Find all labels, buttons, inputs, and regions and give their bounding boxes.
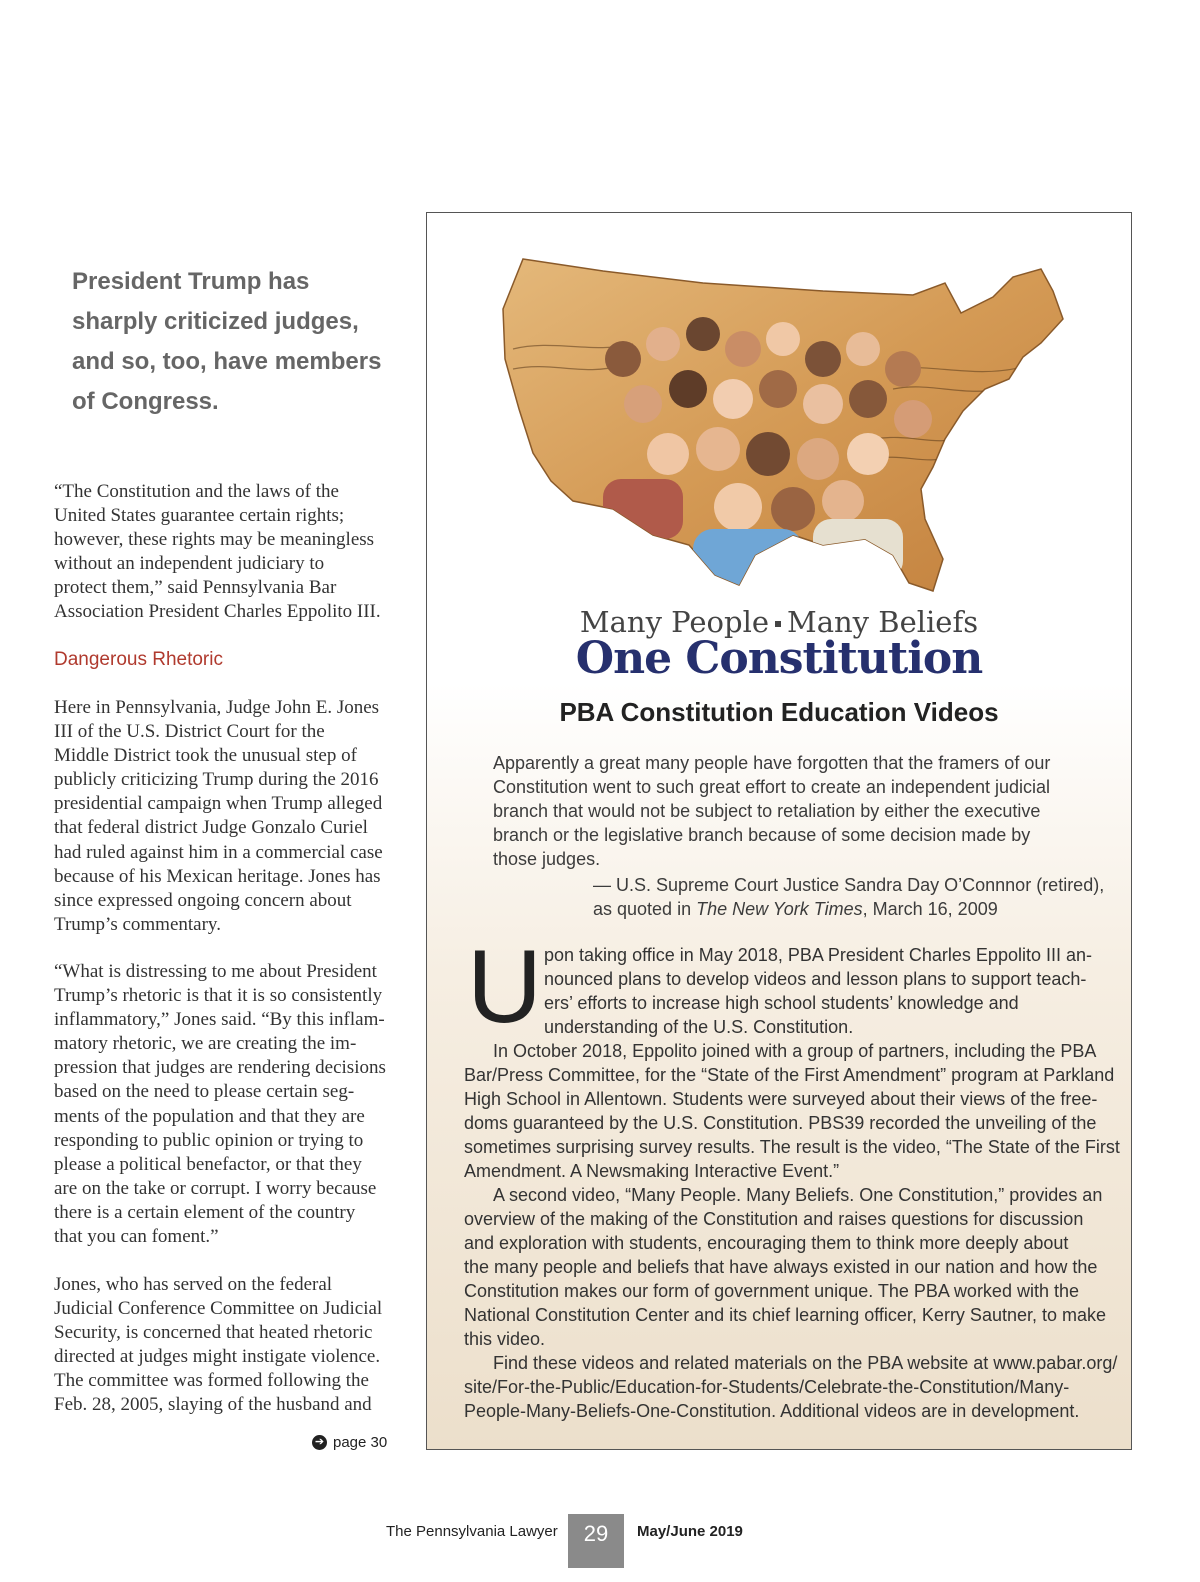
sidebar-paragraph-4: [464, 1351, 1118, 1423]
text-line: A second video, “Many People. Many Beliefs. One Constitution,” provides an: [493, 1185, 1103, 1205]
pull-quote: [72, 262, 392, 422]
text-line: presidential campaign when Trump alleged: [54, 793, 383, 815]
text-line: are on the take or corrupt. I worry because: [54, 1177, 377, 1199]
text-line: Amendment. A Newsmaking Interactive Event.”: [464, 1161, 840, 1181]
sidebar-paragraph-3: [464, 1183, 1114, 1351]
pull-quote-line: sharply criticized judges,: [72, 308, 359, 335]
text-line: because of his Mexican heritage. Jones has: [54, 865, 381, 887]
text-line: Constitution makes our form of government unique. The PBA worked with the: [464, 1281, 1079, 1301]
text-line: Jones, who has served on the federal: [54, 1274, 333, 1295]
text-line: publicly criticizing Trump during the 2016: [54, 769, 379, 791]
text-line: however, these rights may be meaningless: [54, 529, 375, 551]
sidebar-title: PBA Constitution Education Videos: [559, 697, 999, 727]
text-line: “What is distressing to me about President: [54, 961, 377, 982]
text-line: understanding of the U.S. Constitution.: [544, 1017, 854, 1037]
sidebar-paragraph-2: [464, 1039, 1120, 1183]
text-line: branch or the legislative branch because of some decision made by: [493, 825, 1031, 845]
us-map-illustration: [493, 239, 1073, 599]
text-line: Trump’s rhetoric is that it is so consistently: [54, 985, 383, 1007]
text-line: High School in Allentown. Students were surveyed about their views of the free-: [464, 1089, 1098, 1109]
text-line: doms guaranteed by the U.S. Constitution. PBS39 recorded the unveiling of the: [464, 1113, 1097, 1133]
attribution-date: , March 16, 2009: [862, 899, 998, 919]
text-line: pression that judges are rendering decisions: [54, 1057, 386, 1079]
text-line: “The Constitution and the laws of the: [54, 481, 339, 502]
text-line: Middle District took the unusual step of: [54, 745, 357, 767]
text-line: Constitution went to such great effort to create an independent judicial: [493, 777, 1051, 797]
pull-quote-line: President Trump has: [72, 268, 310, 295]
text-line: directed at judges might instigate violence.: [54, 1346, 381, 1368]
text-line: this video.: [464, 1329, 546, 1349]
oconnor-quote: [493, 751, 1093, 871]
text-line: inflammatory,” Jones said. “By this inflam-: [54, 1009, 385, 1031]
text-line: since expressed ongoing concern about: [54, 889, 352, 911]
text-line: People-Many-Beliefs-One-Constitution. Additional videos are in development.: [464, 1401, 1080, 1421]
section-subhead: Dangerous Rhetoric: [54, 649, 223, 670]
text-line: United States guarantee certain rights;: [54, 505, 345, 527]
text-line: Apparently a great many people have forgotten that the framers of our: [493, 753, 1051, 773]
text-line: The committee was formed following the: [54, 1370, 369, 1392]
article-paragraph-4: [54, 1273, 382, 1418]
text-line: Find these videos and related materials on the PBA website at www.pabar.org/: [493, 1353, 1118, 1373]
text-line: responding to public opinion or trying to: [54, 1129, 364, 1151]
article-paragraph-3: [54, 960, 386, 1249]
text-line: overview of the making of the Constitution and raises questions for discussion: [464, 1209, 1084, 1229]
text-line: National Constitution Center and its chief learning officer, Kerry Sautner, to make: [464, 1305, 1107, 1325]
article-paragraph-1: [54, 480, 381, 625]
text-line: Judicial Conference Committee on Judicial: [54, 1298, 383, 1320]
sidebar-box: [426, 212, 1132, 1450]
text-line: the many people and beliefs that have always existed in our nation and how the: [464, 1257, 1098, 1277]
text-line: protect them,” said Pennsylvania Bar: [54, 577, 337, 599]
quote-attribution: [593, 873, 1104, 921]
text-line: Bar/Press Committee, for the “State of the First Amendment” program at Parkland: [464, 1065, 1115, 1085]
pull-quote-line: of Congress.: [72, 388, 219, 415]
text-line: Here in Pennsylvania, Judge John E. Jones: [54, 697, 380, 718]
text-line: based on the need to please certain seg-: [54, 1081, 355, 1103]
text-line: branch that would not be subject to retaliation by either the executive: [493, 801, 1041, 821]
drop-cap: U: [467, 929, 543, 1045]
attribution-line-1: — U.S. Supreme Court Justice Sandra Day O’Connnor (retired),: [593, 875, 1105, 895]
text-line: there is a certain element of the country: [54, 1201, 356, 1223]
text-line: In October 2018, Eppolito joined with a group of partners, including the PBA: [493, 1041, 1097, 1061]
text-line: Security, is concerned that heated rhetoric: [54, 1322, 373, 1344]
text-line: III of the U.S. District Court for the: [54, 721, 325, 743]
pull-quote-line: and so, too, have members: [72, 348, 382, 375]
page-footer: [0, 1514, 1200, 1568]
text-line: ments of the population and that they are: [54, 1105, 365, 1127]
logo-bullet-icon: [775, 621, 781, 627]
logo-many-people: Many People: [579, 605, 770, 639]
footer-publication: The Pennsylvania Lawyer: [386, 1523, 558, 1540]
text-line: that federal district Judge Gonzalo Curiel: [54, 817, 368, 839]
text-line: please a political benefactor, or that they: [54, 1153, 362, 1175]
text-line: site/For-the-Public/Education-for-Students/Celebrate-the-Constitution/Many-: [464, 1377, 1070, 1397]
text-line: sometimes surprising survey results. The result is the video, “The State of the First: [464, 1137, 1120, 1157]
continued-arrow-icon: ➔: [312, 1435, 327, 1450]
text-line: and exploration with students, encouraging them to think more deeply about: [464, 1233, 1069, 1253]
text-line: had ruled against him in a commercial case: [54, 841, 383, 863]
continued-label: page 30: [333, 1434, 388, 1451]
sidebar-body: [464, 943, 1120, 1423]
text-line: Trump’s commentary.: [54, 913, 221, 935]
text-line: Feb. 28, 2005, slaying of the husband and: [54, 1394, 372, 1416]
text-line: ers’ efforts to increase high school students’ knowledge and: [544, 993, 1019, 1013]
footer-page-number: 29: [568, 1514, 624, 1568]
text-line: matory rhetoric, we are creating the im-: [54, 1033, 357, 1055]
continued-link[interactable]: [312, 1434, 387, 1451]
text-line: that you can foment.”: [54, 1226, 219, 1248]
logo-one-constitution: One Constitution: [575, 633, 983, 684]
attribution-line-2: [593, 897, 1104, 921]
article-paragraph-2: [54, 696, 383, 937]
sidebar-paragraph-1: [464, 943, 1114, 1039]
text-line: Association President Charles Eppolito III.: [54, 601, 381, 623]
text-line: nounced plans to develop videos and lesson plans to support teach-: [544, 969, 1087, 989]
logo-many-beliefs: Many Beliefs: [787, 605, 979, 639]
footer-issue-date: May/June 2019: [637, 1523, 743, 1540]
text-line: those judges.: [493, 849, 601, 869]
attribution-prefix: as quoted in: [593, 899, 697, 919]
attribution-source: The New York Times: [696, 899, 863, 919]
text-line: without an independent judiciary to: [54, 553, 325, 575]
text-line: pon taking office in May 2018, PBA President Charles Eppolito III an-: [544, 945, 1092, 965]
